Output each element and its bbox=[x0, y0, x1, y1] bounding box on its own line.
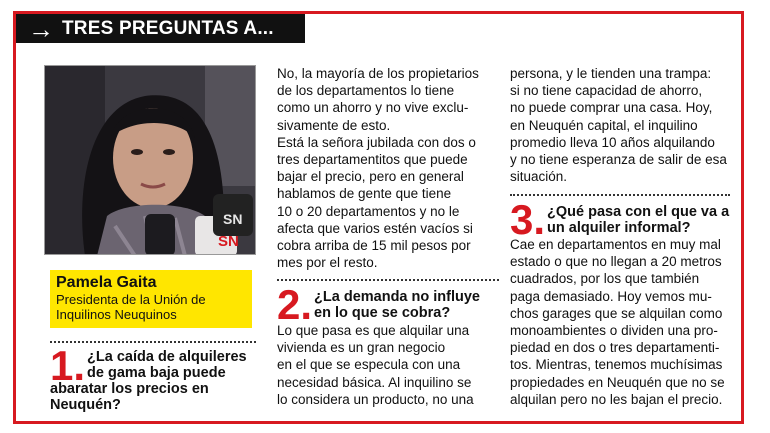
interviewee-role-line: Inquilinos Neuquinos bbox=[56, 307, 177, 322]
interviewee-role-line: Presidenta de la Unión de bbox=[56, 292, 206, 307]
answer-2-text: Lo que pasa es que alquilar una vivienda es un gran negocio en el que se especula con una necesidad básica. Al inquilino se lo considera un producto, no una bbox=[277, 323, 474, 407]
question-line: ¿Qué pasa con el que va a bbox=[547, 204, 730, 220]
question-2 bbox=[277, 281, 480, 328]
name-box bbox=[50, 270, 252, 328]
answer-2-continued-text: persona, y le tienden una trampa: si no tiene capacidad de ahorro, no puede comprar una casa. Hoy, en Neuquén capital, el inquilino promedio lleva 10 años alquilando y no tiene esperanza de salir de esa situación. bbox=[510, 66, 727, 185]
answer-3-text: Cae en departamentos en muy mal estado o que no llegan a 20 metros cuadrados, por los que también paga demasiado. Hoy vemos mu- chos garages que se alquilan como monoambientes o dividen una pro- piedad en dos o tres departamenti- tos. Mientras, tenemos muchísimas propiedades en Neuquén que no se alquilan pero no les bajan el precio. bbox=[510, 237, 725, 407]
question-line: un alquiler informal? bbox=[547, 220, 691, 236]
question-line: en lo que se cobra? bbox=[314, 305, 451, 321]
mic-logo: SN bbox=[218, 233, 239, 250]
question-line: Neuquén? bbox=[50, 397, 121, 413]
section-header bbox=[16, 14, 305, 43]
question-3 bbox=[510, 196, 730, 243]
question-number: 2. bbox=[277, 281, 313, 328]
question-line: de gama baja puede bbox=[87, 365, 226, 381]
answer-1-text: No, la mayoría de los propietarios de los departamentos lo tiene como un ahorro y no vive exclu- sivamente de esto. Está la señora jubilada con dos o tres departamentitos que puede bajar el precio, pero en general hablamos de gente que tiene 10 o 20 departamentos y no le afecta que varios estén vacíos si cobra arriba de 15 mil pesos por mes por el resto. bbox=[277, 66, 479, 271]
section-title: TRES PREGUNTAS A... bbox=[62, 17, 274, 39]
question-number: 1. bbox=[50, 342, 86, 389]
question-line: abaratar los precios en bbox=[50, 381, 209, 397]
question-line: ¿La demanda no influye bbox=[314, 289, 480, 305]
right-arrow-icon: → bbox=[28, 13, 54, 44]
question-number: 3. bbox=[510, 196, 546, 243]
mic-logo-2: SN bbox=[223, 211, 243, 227]
interviewee-name: Pamela Gaita bbox=[56, 274, 157, 291]
article-frame bbox=[13, 11, 744, 424]
interviewee-photo bbox=[44, 65, 256, 255]
question-line: ¿La caída de alquileres bbox=[87, 349, 247, 365]
